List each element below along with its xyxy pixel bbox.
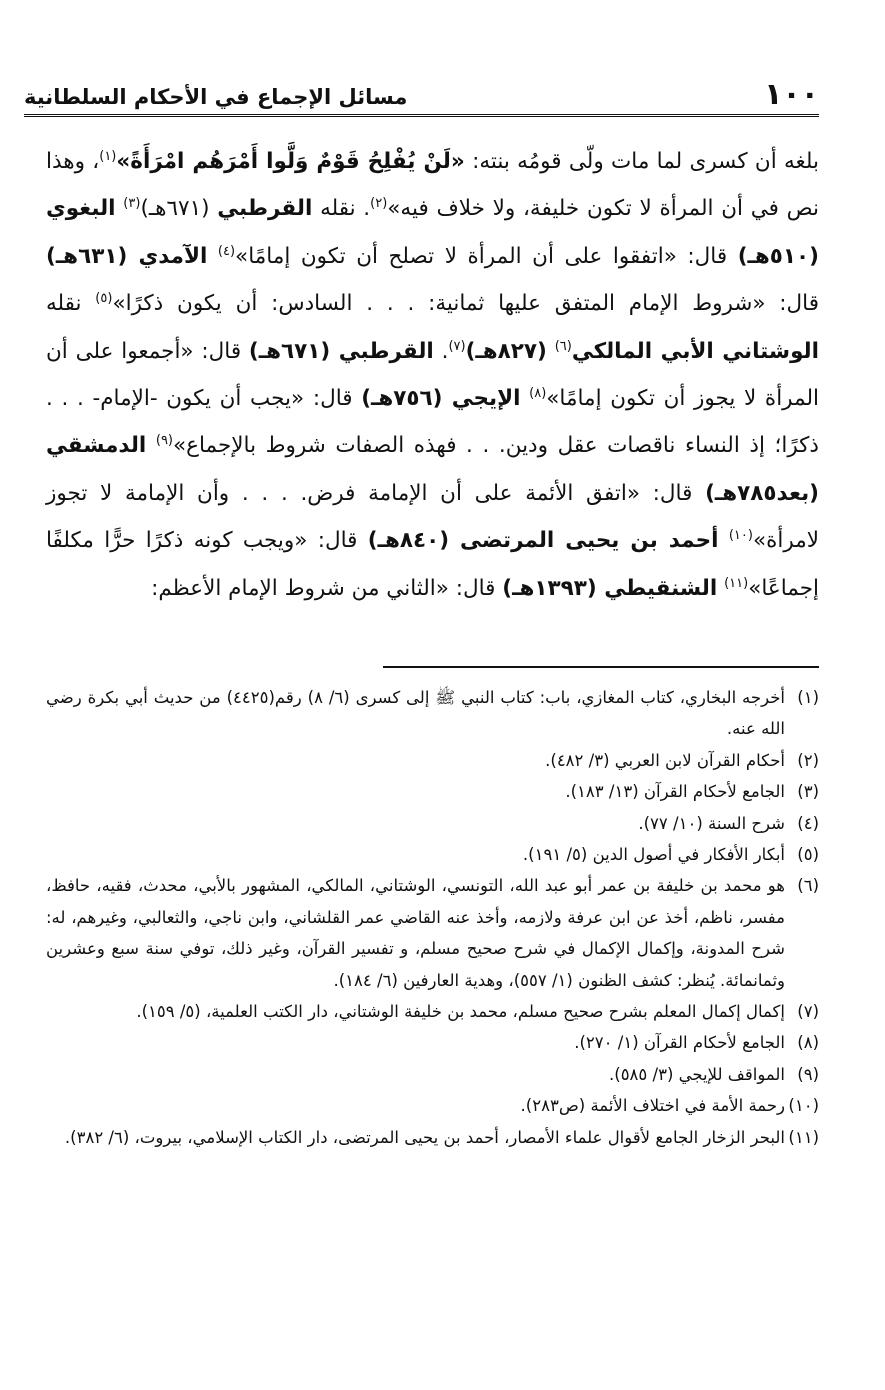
footnote-ref-4: (٤) (217, 243, 236, 259)
text-span: (٦٧١هـ) (140, 196, 218, 222)
scholar-name: الوشتاني الأبي المالكي (571, 338, 819, 364)
footnote-item (46, 1090, 819, 1121)
hadith-quote: «لَنْ يُفْلِحُ قَوْمٌ وَلَّوا أَمْرَهُم امْرَأَةً» (116, 149, 465, 174)
text-span: . نقله (312, 196, 371, 222)
scholar-date: (٨٢٧هـ) (465, 338, 547, 364)
scholar-name: الآمدي (٦٣١هـ) (46, 243, 208, 269)
footnote-number: (٣) (797, 782, 819, 802)
scholar-name: القرطبي (٦٧١هـ) (248, 338, 434, 364)
footnote-text: الجامع لأحكام القرآن (١٣/ ١٨٣). (565, 782, 785, 802)
footnote-text: هو محمد بن خليفة بن عمر أبو عبد الله، التونسي، الوشتاني، المالكي، المشهور بالأبي، محدث، فقيه، حافظ، مفسر، ناظم، أخذ عن ابن عرفة ولازمه، وأخذ عنه القاضي عمر القلشاني، وابن ناجي، والثعالبي، وغيرهم، له: شرح المدونة، وإكمال الإكمال في شرح صحيح مسلم، و تفسير القرآن، وغير ذلك، توفي سنة سبع وعشرين وثمانمائة. يُنظر: كشف الظنون (١/ ٥٥٧)، وهدية العارفين (٦/ ١٨٤). (46, 876, 785, 990)
footnote-number: (٩) (797, 1064, 819, 1084)
footnote-number: (٥) (797, 845, 819, 865)
footnote-item (46, 808, 819, 839)
footnote-ref-5: (٥) (95, 291, 113, 307)
footnotes (46, 682, 819, 1153)
footnote-number: (٤) (797, 813, 819, 833)
footnote-text: شرح السنة (١٠/ ٧٧). (638, 813, 785, 833)
text-span: قال: «الثاني من شروط الإمام الأعظم: (151, 575, 503, 601)
text-span: قال: «يجب أن يكون -الإمام- . . . ذكرًا؛ إذ النساء ناقصات عقل ودين. . . فهذه الصفات شروط بالإجماع» (46, 386, 819, 459)
page-number: ١٠٠ (764, 77, 819, 112)
footnote-text: إكمال إكمال المعلم بشرح صحيح مسلم، محمد بن خليفة الوشتاني، دار الكتب العلمية، (٥/ ١٥٩). (136, 1002, 785, 1022)
text-span: ، وهذا نص في أن المرأة لا تكون خليفة، ولا خلاف فيه» (46, 149, 819, 222)
page-header (24, 70, 819, 117)
footnote-ref-7: (٧) (448, 338, 466, 354)
footnote-item (46, 1059, 819, 1090)
footnote-number: (١١) (788, 1127, 819, 1147)
footnote-number: (١٠) (788, 1096, 819, 1116)
footnote-ref-3: (٣) (123, 196, 141, 212)
footnote-item (46, 1027, 819, 1058)
footnote-ref-2: (٢) (370, 196, 388, 212)
footnote-number: (٧) (797, 1002, 819, 1022)
scholar-name: الشنقيطي (١٣٩٣هـ) (502, 575, 718, 601)
footnote-ref-9: (٩) (155, 433, 173, 449)
footnote-item (46, 745, 819, 776)
text-span: قال: «شروط الإمام المتفق عليها ثمانية: . . . السادس: أن يكون ذكرًا» (112, 291, 819, 317)
text-span: قال: «ويجب كونه ذكرًا حرًّا مكلفًا إجماعًا» (46, 528, 819, 601)
footnote-item (46, 1122, 819, 1153)
footnote-item (46, 776, 819, 807)
footnote-divider (383, 666, 819, 668)
footnote-ref-8: (٨) (529, 385, 547, 401)
footnote-text: البحر الزخار الجامع لأقوال علماء الأمصار، أحمد بن يحيى المرتضى، دار الكتاب الإسلامي، بيروت، (٦/ ٣٨٢). (64, 1127, 785, 1147)
text-span (718, 528, 728, 553)
footnote-item (46, 839, 819, 870)
footnote-text: أبكار الأفكار في أصول الدين (٥/ ١٩١). (522, 845, 785, 865)
text-span (547, 339, 555, 364)
main-text (46, 138, 819, 612)
footnote-text: رحمة الأمة في اختلاف الأئمة (ص٢٨٣). (520, 1096, 785, 1116)
text-span: قال: «أجمعوا على أن المرأة لا يجوز أن تكون إمامًا» (46, 338, 819, 412)
scholar-name: الدمشقي (بعد٧٨٥هـ) (46, 433, 819, 506)
footnote-item (46, 870, 819, 996)
scholar-name: الإيجي (٧٥٦هـ) (361, 386, 521, 412)
text-span: قال: «اتفقوا على أن المرأة لا تصلح أن تكون إمامًا» (235, 243, 738, 269)
footnote-text: أخرجه البخاري، كتاب المغازي، باب: كتاب النبي ﷺ إلى كسرى (٦/ ٨) رقم(٤٤٢٥) من حديث أبي بكرة رضي الله عنه. (46, 688, 785, 739)
text-span: نقله (46, 291, 96, 317)
scholar-name: البغوي (٥١٠هـ) (46, 196, 819, 269)
scholar-name: القرطبي (217, 196, 313, 222)
footnote-number: (٢) (797, 750, 819, 770)
scholar-name: أحمد بن يحيى المرتضى (٨٤٠هـ) (367, 528, 719, 554)
footnote-item (46, 996, 819, 1027)
footnote-text: الجامع لأحكام القرآن (١/ ٢٧٠). (574, 1033, 785, 1053)
text-span: . (433, 338, 449, 364)
footnote-text: المواقف للإيجي (٣/ ٥٨٥). (609, 1064, 785, 1084)
text-span: قال: «اتفق الأئمة على أن الإمامة فرض. . . . وأن الإمامة لا تجوز لامرأة» (46, 480, 819, 554)
footnote-ref-1: (١) (99, 148, 117, 164)
footnote-number: (٨) (797, 1033, 819, 1053)
footnote-text: أحكام القرآن لابن العربي (٣/ ٤٨٢). (545, 750, 785, 770)
main-paragraph (46, 138, 819, 612)
footnote-item (46, 682, 819, 745)
text-span (207, 244, 218, 269)
text-span: بلغه أن كسرى لما مات ولّى قومُه بنته: (464, 149, 819, 174)
footnote-ref-11: (١١) (724, 575, 749, 591)
running-title: مسائل الإجماع في الأحكام السلطانية (24, 85, 408, 109)
text-span (146, 433, 156, 458)
footnote-ref-6: (٦) (554, 338, 572, 354)
footnote-number: (٦) (797, 876, 819, 896)
text-span (520, 386, 529, 411)
footnote-number: (١) (797, 688, 819, 707)
footnote-ref-10: (١٠) (728, 528, 753, 544)
